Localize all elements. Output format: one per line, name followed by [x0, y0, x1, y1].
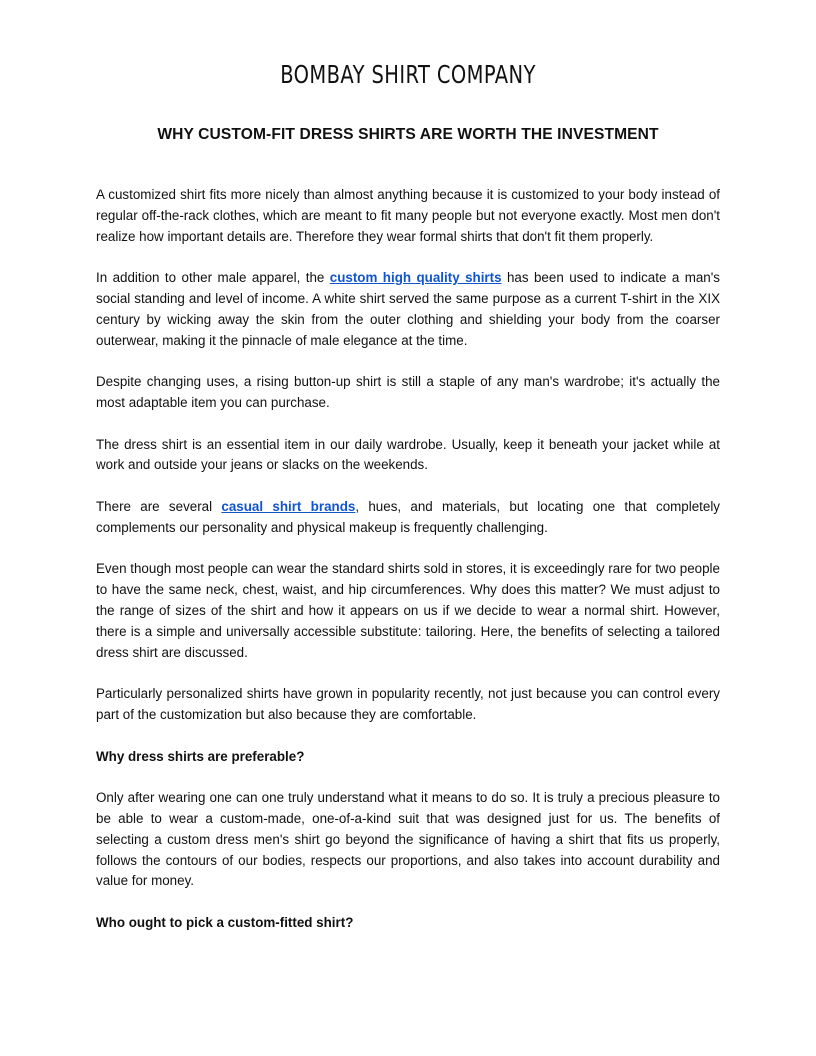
section-heading-preferable: Why dress shirts are preferable? — [96, 748, 305, 764]
custom-high-quality-shirts-link[interactable]: custom high quality shirts — [329, 270, 502, 286]
paragraph-popularity: Particularly personalized shirts have grown in popularity recently, not just because you can control every part of the customization but also because they are comfortable. — [96, 686, 720, 722]
paragraph-brands — [96, 497, 720, 539]
paragraph-adaptable: Despite changing uses, a rising button-up shirt is still a staple of any man's wardrobe; it's actually the most adaptable item you can purchase. — [96, 374, 720, 410]
paragraph-benefits: Only after wearing one can one truly understand what it means to do so. It is truly a precious pleasure to be able to wear a custom-made, one-of-a-kind suit that was designed just for us. The benefits of selecting a custom dress men's shirt go beyond the significance of having a shirt that fits us properly, follows the contours of our bodies, respects our proportions, and also takes into account durability and value for money. — [96, 790, 720, 889]
paragraph-social-standing — [96, 268, 720, 351]
paragraph-text: , hues, and materials, but locating one that completely complements our personality and physical makeup is frequently challenging. — [96, 498, 721, 535]
paragraph-text: There are several — [96, 498, 222, 514]
article-body — [96, 185, 720, 954]
casual-shirt-brands-link[interactable]: casual shirt brands — [221, 498, 356, 514]
article-title: WHY CUSTOM-FIT DRESS SHIRTS ARE WORTH THE INVESTMENT — [157, 126, 659, 143]
section-heading-who: Who ought to pick a custom-fitted shirt? — [96, 914, 354, 930]
brand-logo: BOMBAY SHIRT COMPANY — [280, 60, 536, 89]
paragraph-intro: A customized shirt fits more nicely than almost anything because it is customized to your body instead of regular off-the-rack clothes, which are meant to fit many people but not everyone exactly. Most men don't realize how important details are. Therefore they wear formal shirts that don't fit them properly. — [96, 187, 720, 244]
paragraph-essential-item: The dress shirt is an essential item in our daily wardrobe. Usually, keep it beneath your jacket while at work and outside your jeans or slacks on the weekends. — [96, 436, 720, 473]
paragraph-text: In addition to other male apparel, the — [96, 270, 330, 286]
paragraph-text: has been used to indicate a man's social standing and level of income. A white shirt served the same purpose as a current T-shirt in the XIX century by wicking away the skin from the outer clothing and shielding your body from the coarser outerwear, making it the pinnacle of male elegance at the time. — [96, 270, 720, 348]
paragraph-standard-shirts: Even though most people can wear the standard shirts sold in stores, it is exceedingly rare for two people to have the same neck, chest, waist, and hip circumferences. Why does this matter? We must adjust to the range of sizes of the shirt and how it appears on us if we decide to wear a normal shirt. However, there is a simple and universally accessible substitute: tailoring. Here, the benefits of selecting a tailored dress shirt are discussed. — [96, 561, 720, 660]
